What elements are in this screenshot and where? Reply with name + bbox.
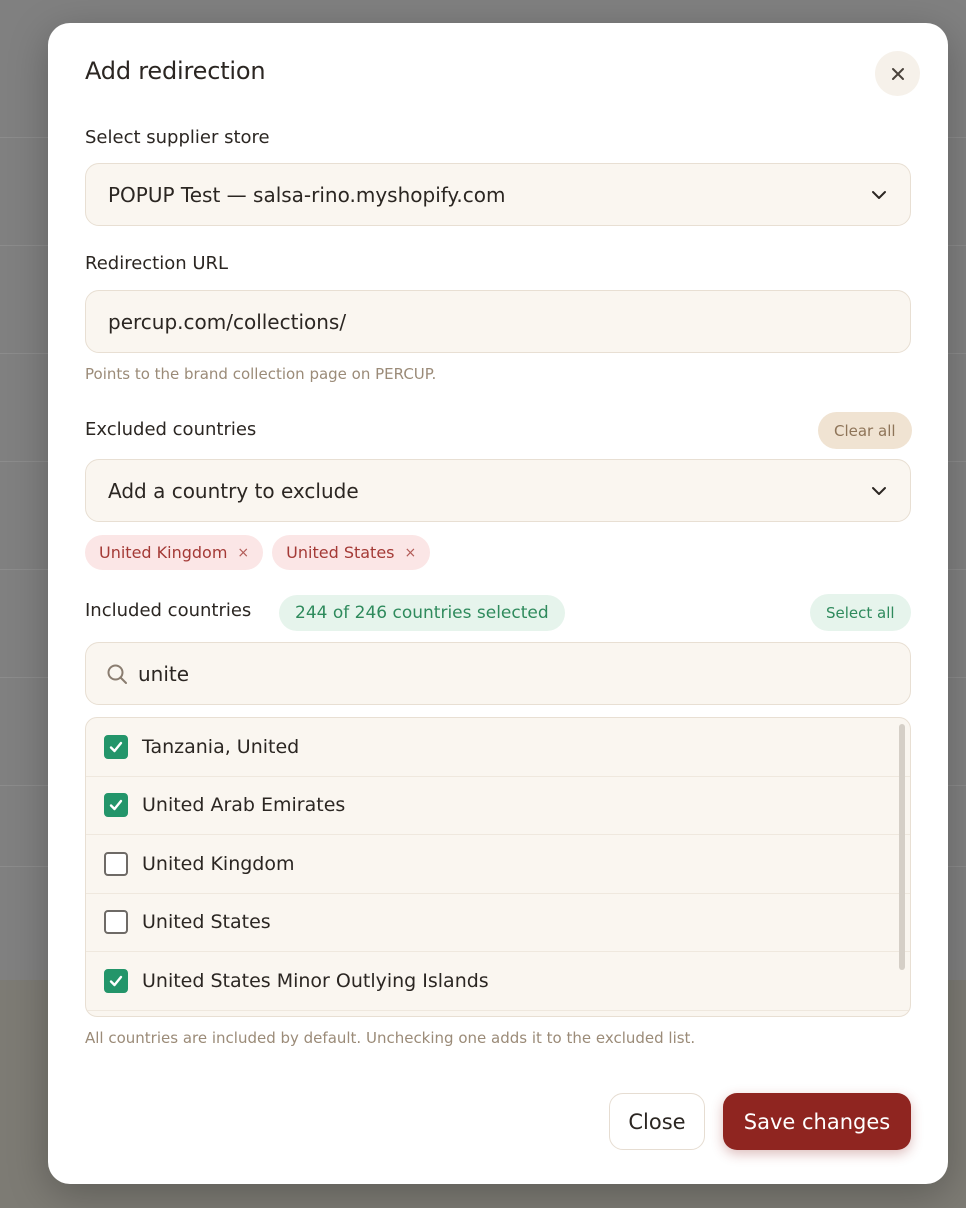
country-search-input[interactable] [138,662,838,686]
supplier-select-value: POPUP Test — salsa-rino.myshopify.com [108,182,506,207]
exclude-country-placeholder: Add a country to exclude [108,478,359,503]
excluded-chip [272,535,430,570]
check-icon [108,973,124,989]
chip-label: United Kingdom [99,543,228,562]
checkbox[interactable] [104,852,128,876]
redirection-url-hint: Points to the brand collection page on PERCUP. [85,365,437,383]
modal-title: Add redirection [85,57,266,85]
chip-label: United States [286,543,395,562]
redirection-url-input[interactable] [85,290,911,353]
list-item-label: Tanzania, United [142,735,300,758]
list-item[interactable] [86,894,910,953]
excluded-countries-label: Excluded countries [85,419,257,440]
select-all-button[interactable]: Select all [810,594,911,631]
close-icon [891,67,905,81]
checkbox[interactable] [104,735,128,759]
chip-remove-button[interactable]: × [237,544,250,561]
list-item[interactable] [86,952,910,1011]
chevron-down-icon [870,482,888,500]
supplier-select[interactable] [85,163,911,226]
list-item[interactable] [86,718,910,777]
checkbox[interactable] [104,793,128,817]
list-item-label: United States Minor Outlying Islands [142,969,489,992]
redirection-url-value: percup.com/collections/ [108,309,347,334]
check-icon [108,797,124,813]
save-changes-button[interactable]: Save changes [723,1093,911,1150]
list-scrollbar[interactable] [899,724,905,970]
search-icon [106,663,128,685]
excluded-chip [85,535,263,570]
checkbox[interactable] [104,969,128,993]
excluded-chips [85,535,430,570]
included-count-badge: 244 of 246 countries selected [279,595,565,631]
modal-close-button[interactable] [875,51,920,96]
close-button[interactable]: Close [609,1093,705,1150]
check-icon [108,739,124,755]
list-item[interactable] [86,777,910,836]
country-list [85,717,911,1017]
add-redirection-modal [48,23,948,1184]
list-item-label: United Arab Emirates [142,794,346,817]
exclude-country-select[interactable] [85,459,911,522]
country-search[interactable] [85,642,911,705]
included-countries-label: Included countries [85,600,252,621]
list-item[interactable] [86,835,910,894]
list-item-label: United States [142,911,271,934]
chip-remove-button[interactable]: × [404,544,417,561]
clear-all-button[interactable]: Clear all [818,412,912,449]
checkbox[interactable] [104,910,128,934]
list-item-label: United Kingdom [142,852,295,875]
redirection-url-label: Redirection URL [85,253,229,274]
included-countries-hint: All countries are included by default. Unchecking one adds it to the excluded list. [85,1029,696,1047]
chevron-down-icon [870,186,888,204]
supplier-label: Select supplier store [85,127,270,148]
